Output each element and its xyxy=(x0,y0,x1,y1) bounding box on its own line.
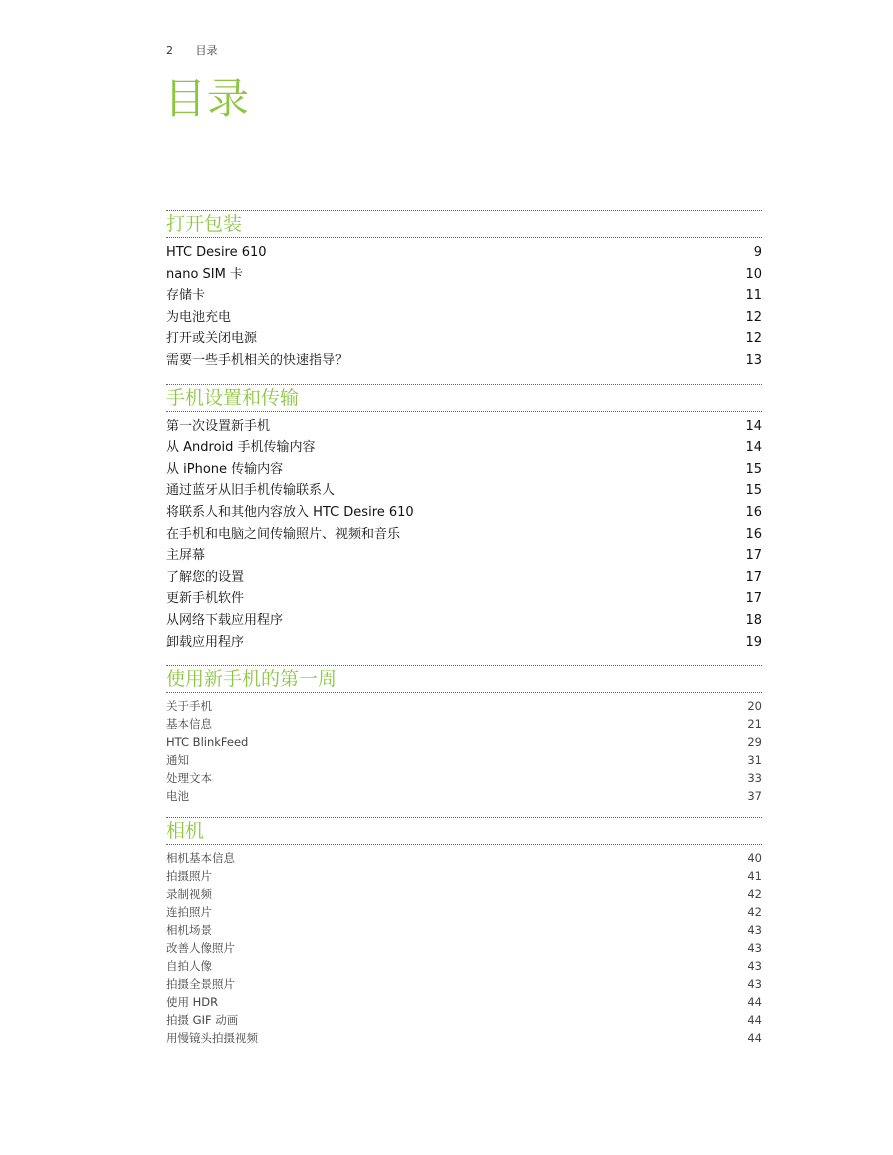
toc-entry[interactable] xyxy=(166,610,762,632)
toc-entry-page: 37 xyxy=(747,789,762,804)
toc-entry[interactable] xyxy=(166,975,762,993)
toc-entry-label: 存储卡 xyxy=(166,288,206,304)
toc-entry-label: 将联系人和其他内容放入 HTC Desire 610 xyxy=(166,504,414,520)
toc-entry-page: 17 xyxy=(745,591,762,607)
toc-entry-page: 19 xyxy=(745,634,762,650)
toc-entry[interactable] xyxy=(166,715,762,733)
table-of-contents xyxy=(166,210,762,1059)
toc-entry-label: 拍摄全景照片 xyxy=(166,977,235,992)
toc-entry[interactable] xyxy=(166,1011,762,1029)
toc-entry-page: 43 xyxy=(747,977,762,992)
toc-entry-page: 44 xyxy=(747,1013,762,1028)
toc-entry-label: 相机场景 xyxy=(166,923,212,938)
toc-entry[interactable] xyxy=(166,545,762,567)
toc-entry-page: 44 xyxy=(747,1031,762,1046)
toc-entry[interactable] xyxy=(166,307,762,329)
toc-entry-page: 13 xyxy=(745,352,762,368)
toc-entry[interactable] xyxy=(166,733,762,751)
toc-entry-page: 14 xyxy=(745,418,762,434)
toc-section xyxy=(166,817,762,1047)
toc-entry-page: 42 xyxy=(747,887,762,902)
toc-entry[interactable] xyxy=(166,867,762,885)
toc-entry[interactable] xyxy=(166,787,762,805)
toc-entry-page: 18 xyxy=(745,612,762,628)
toc-entry-page: 43 xyxy=(747,941,762,956)
toc-entry-page: 17 xyxy=(745,548,762,564)
toc-entry-page: 15 xyxy=(745,483,762,499)
toc-entry[interactable] xyxy=(166,1029,762,1047)
toc-entry[interactable] xyxy=(166,242,762,264)
running-title: 目录 xyxy=(195,44,218,57)
toc-entry-label: nano SIM 卡 xyxy=(166,266,243,282)
toc-entry-page: 29 xyxy=(747,735,762,750)
toc-entry-label: 了解您的设置 xyxy=(166,569,245,585)
toc-entry[interactable] xyxy=(166,480,762,502)
section-heading[interactable]: 手机设置和传输 xyxy=(166,384,762,412)
toc-entry-label: 拍摄照片 xyxy=(166,869,212,884)
toc-entry-page: 42 xyxy=(747,905,762,920)
toc-entry-label: 电池 xyxy=(166,789,189,804)
toc-entry-page: 15 xyxy=(745,461,762,477)
toc-entry[interactable] xyxy=(166,459,762,481)
toc-entry-label: 在手机和电脑之间传输照片、视频和音乐 xyxy=(166,526,401,542)
toc-entry-page: 12 xyxy=(745,331,762,347)
toc-entry-label: 从 iPhone 传输内容 xyxy=(166,461,284,477)
toc-entry[interactable] xyxy=(166,502,762,524)
toc-entry-page: 14 xyxy=(745,440,762,456)
toc-entry-page: 43 xyxy=(747,959,762,974)
toc-entry[interactable] xyxy=(166,903,762,921)
toc-entry-page: 12 xyxy=(745,309,762,325)
toc-section xyxy=(166,384,762,654)
toc-entry-label: 使用 HDR xyxy=(166,995,219,1010)
toc-entry[interactable] xyxy=(166,769,762,787)
toc-entry[interactable] xyxy=(166,993,762,1011)
toc-entry[interactable] xyxy=(166,524,762,546)
toc-entry-label: 通过蓝牙从旧手机传输联系人 xyxy=(166,483,336,499)
toc-entry[interactable] xyxy=(166,921,762,939)
toc-entry[interactable] xyxy=(166,939,762,957)
toc-entry[interactable] xyxy=(166,264,762,286)
toc-entry-label: 打开或关闭电源 xyxy=(166,331,258,347)
toc-entry[interactable] xyxy=(166,957,762,975)
toc-entry[interactable] xyxy=(166,849,762,867)
toc-entry[interactable] xyxy=(166,416,762,438)
toc-entry-label: 关于手机 xyxy=(166,699,212,714)
toc-entry-label: 拍摄 GIF 动画 xyxy=(166,1013,239,1028)
toc-entry-page: 41 xyxy=(747,869,762,884)
toc-entry-page: 43 xyxy=(747,923,762,938)
toc-entry-label: 连拍照片 xyxy=(166,905,212,920)
toc-entry-page: 16 xyxy=(745,504,762,520)
toc-entry-label: 第一次设置新手机 xyxy=(166,418,271,434)
toc-entry-label: 从 Android 手机传输内容 xyxy=(166,440,316,456)
toc-entry-page: 16 xyxy=(745,526,762,542)
toc-entry-label: 主屏幕 xyxy=(166,548,206,564)
toc-entry-label: 相机基本信息 xyxy=(166,851,235,866)
section-heading[interactable]: 打开包装 xyxy=(166,210,762,238)
toc-entry[interactable] xyxy=(166,285,762,307)
toc-entry-page: 40 xyxy=(747,851,762,866)
toc-entry[interactable] xyxy=(166,697,762,715)
toc-entry-label: HTC BlinkFeed xyxy=(166,735,249,750)
toc-entry-label: HTC Desire 610 xyxy=(166,245,267,260)
toc-entry-label: 为电池充电 xyxy=(166,309,232,325)
toc-entry-page: 20 xyxy=(747,699,762,714)
toc-entry-page: 11 xyxy=(745,288,762,304)
section-heading[interactable]: 使用新手机的第一周 xyxy=(166,665,762,693)
toc-entry-label: 通知 xyxy=(166,753,189,768)
toc-entry-page: 9 xyxy=(753,245,762,260)
toc-entry-label: 基本信息 xyxy=(166,717,212,732)
page-number: 2 xyxy=(166,44,173,57)
page-title: 目录 xyxy=(164,74,251,123)
toc-entry[interactable] xyxy=(166,632,762,654)
toc-entry-label: 自拍人像 xyxy=(166,959,212,974)
toc-entry-page: 31 xyxy=(747,753,762,768)
toc-entry-page: 33 xyxy=(747,771,762,786)
toc-entry-label: 更新手机软件 xyxy=(166,591,245,607)
running-header xyxy=(166,42,218,58)
toc-entry-label: 录制视频 xyxy=(166,887,212,902)
toc-section xyxy=(166,210,762,372)
toc-entry-label: 需要一些手机相关的快速指导？ xyxy=(166,352,349,368)
toc-entry[interactable] xyxy=(166,588,762,610)
toc-entry[interactable] xyxy=(166,751,762,769)
toc-entry-page: 21 xyxy=(747,717,762,732)
toc-entry-label: 处理文本 xyxy=(166,771,212,786)
toc-entry-page: 17 xyxy=(745,569,762,585)
toc-entry[interactable] xyxy=(166,567,762,589)
toc-entry[interactable] xyxy=(166,437,762,459)
toc-entry[interactable] xyxy=(166,350,762,372)
toc-entry-page: 10 xyxy=(745,266,762,282)
toc-entry-label: 从网络下载应用程序 xyxy=(166,612,284,628)
toc-section xyxy=(166,665,762,805)
toc-entry[interactable] xyxy=(166,885,762,903)
toc-entry-label: 改善人像照片 xyxy=(166,941,235,956)
toc-entry[interactable] xyxy=(166,328,762,350)
section-heading[interactable]: 相机 xyxy=(166,817,762,845)
toc-entry-label: 卸载应用程序 xyxy=(166,634,245,650)
toc-entry-label: 用慢镜头拍摄视频 xyxy=(166,1031,258,1046)
toc-entry-page: 44 xyxy=(747,995,762,1010)
